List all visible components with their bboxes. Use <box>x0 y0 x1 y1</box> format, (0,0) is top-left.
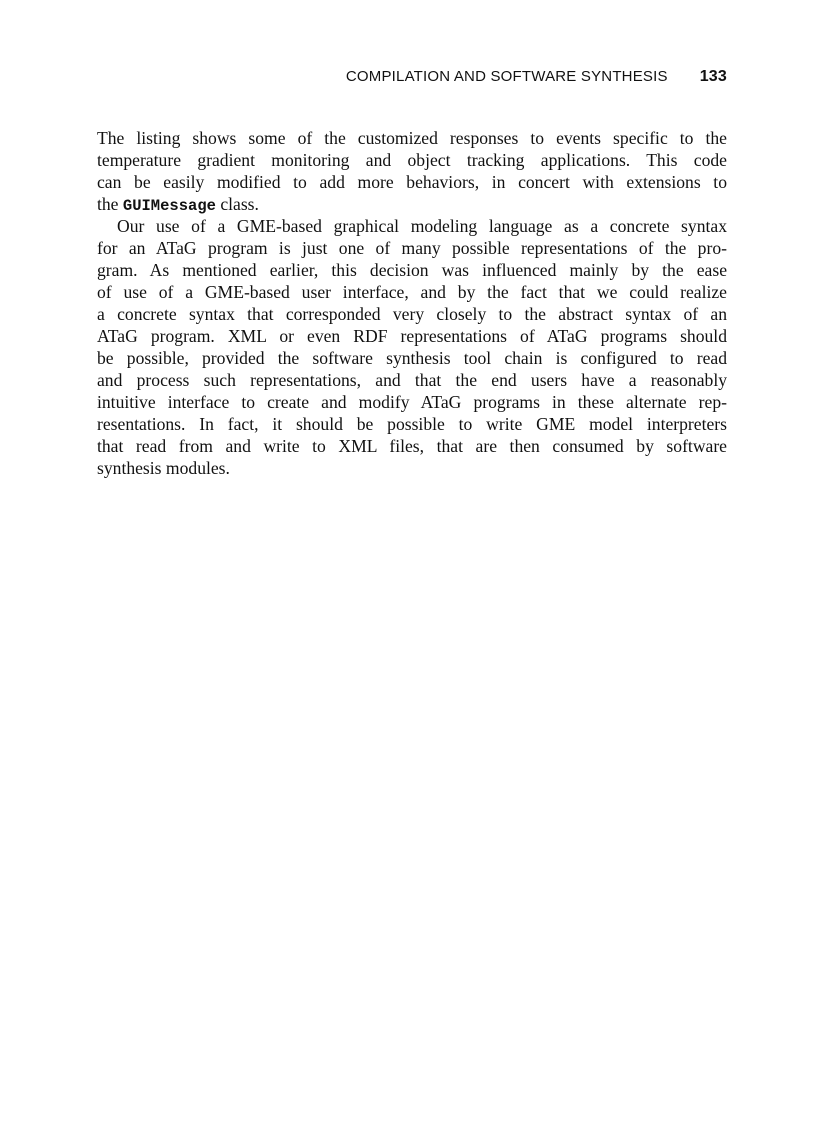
paragraph-2 <box>97 215 727 479</box>
paragraph-1 <box>97 127 727 215</box>
running-header <box>97 68 727 86</box>
text-line: intuitive interface to create and modify ATaG programs in these alternate rep- <box>97 392 727 412</box>
text-line: Our use of a GME-based graphical modeling language as a concrete syntax <box>117 216 727 236</box>
text-line: gram. As mentioned earlier, this decision was influenced mainly by the ease <box>97 260 727 280</box>
body-text <box>97 127 727 479</box>
text-line: a concrete syntax that corresponded very closely to the abstract syntax of an <box>97 304 727 324</box>
page-number: 133 <box>699 68 727 85</box>
code-term: GUIMessage <box>122 197 216 215</box>
line-prefix: the <box>97 194 119 214</box>
text-line: ATaG program. XML or even RDF representations of ATaG programs should <box>97 326 727 346</box>
text-line: The listing shows some of the customized responses to events specific to the <box>97 128 727 148</box>
text-line: of use of a GME-based user interface, and by the fact that we could realize <box>97 282 727 302</box>
text-line: for an ATaG program is just one of many possible representations of the pro- <box>97 238 727 258</box>
chapter-title: COMPILATION AND SOFTWARE SYNTHESIS <box>345 68 668 85</box>
text-line: temperature gradient monitoring and object tracking applications. This code <box>97 150 727 170</box>
text-line <box>97 193 727 215</box>
text-line: resentations. In fact, it should be possible to write GME model interpreters <box>97 414 727 434</box>
text-line: synthesis modules. <box>97 458 230 478</box>
text-line: be possible, provided the software synthesis tool chain is configured to read <box>97 348 727 368</box>
text-line: that read from and write to XML files, that are then consumed by software <box>97 436 727 456</box>
text-line: can be easily modified to add more behaviors, in concert with extensions to <box>97 172 727 192</box>
line-suffix: class. <box>220 194 259 214</box>
text-line: and process such representations, and that the end users have a reasonably <box>97 370 727 390</box>
